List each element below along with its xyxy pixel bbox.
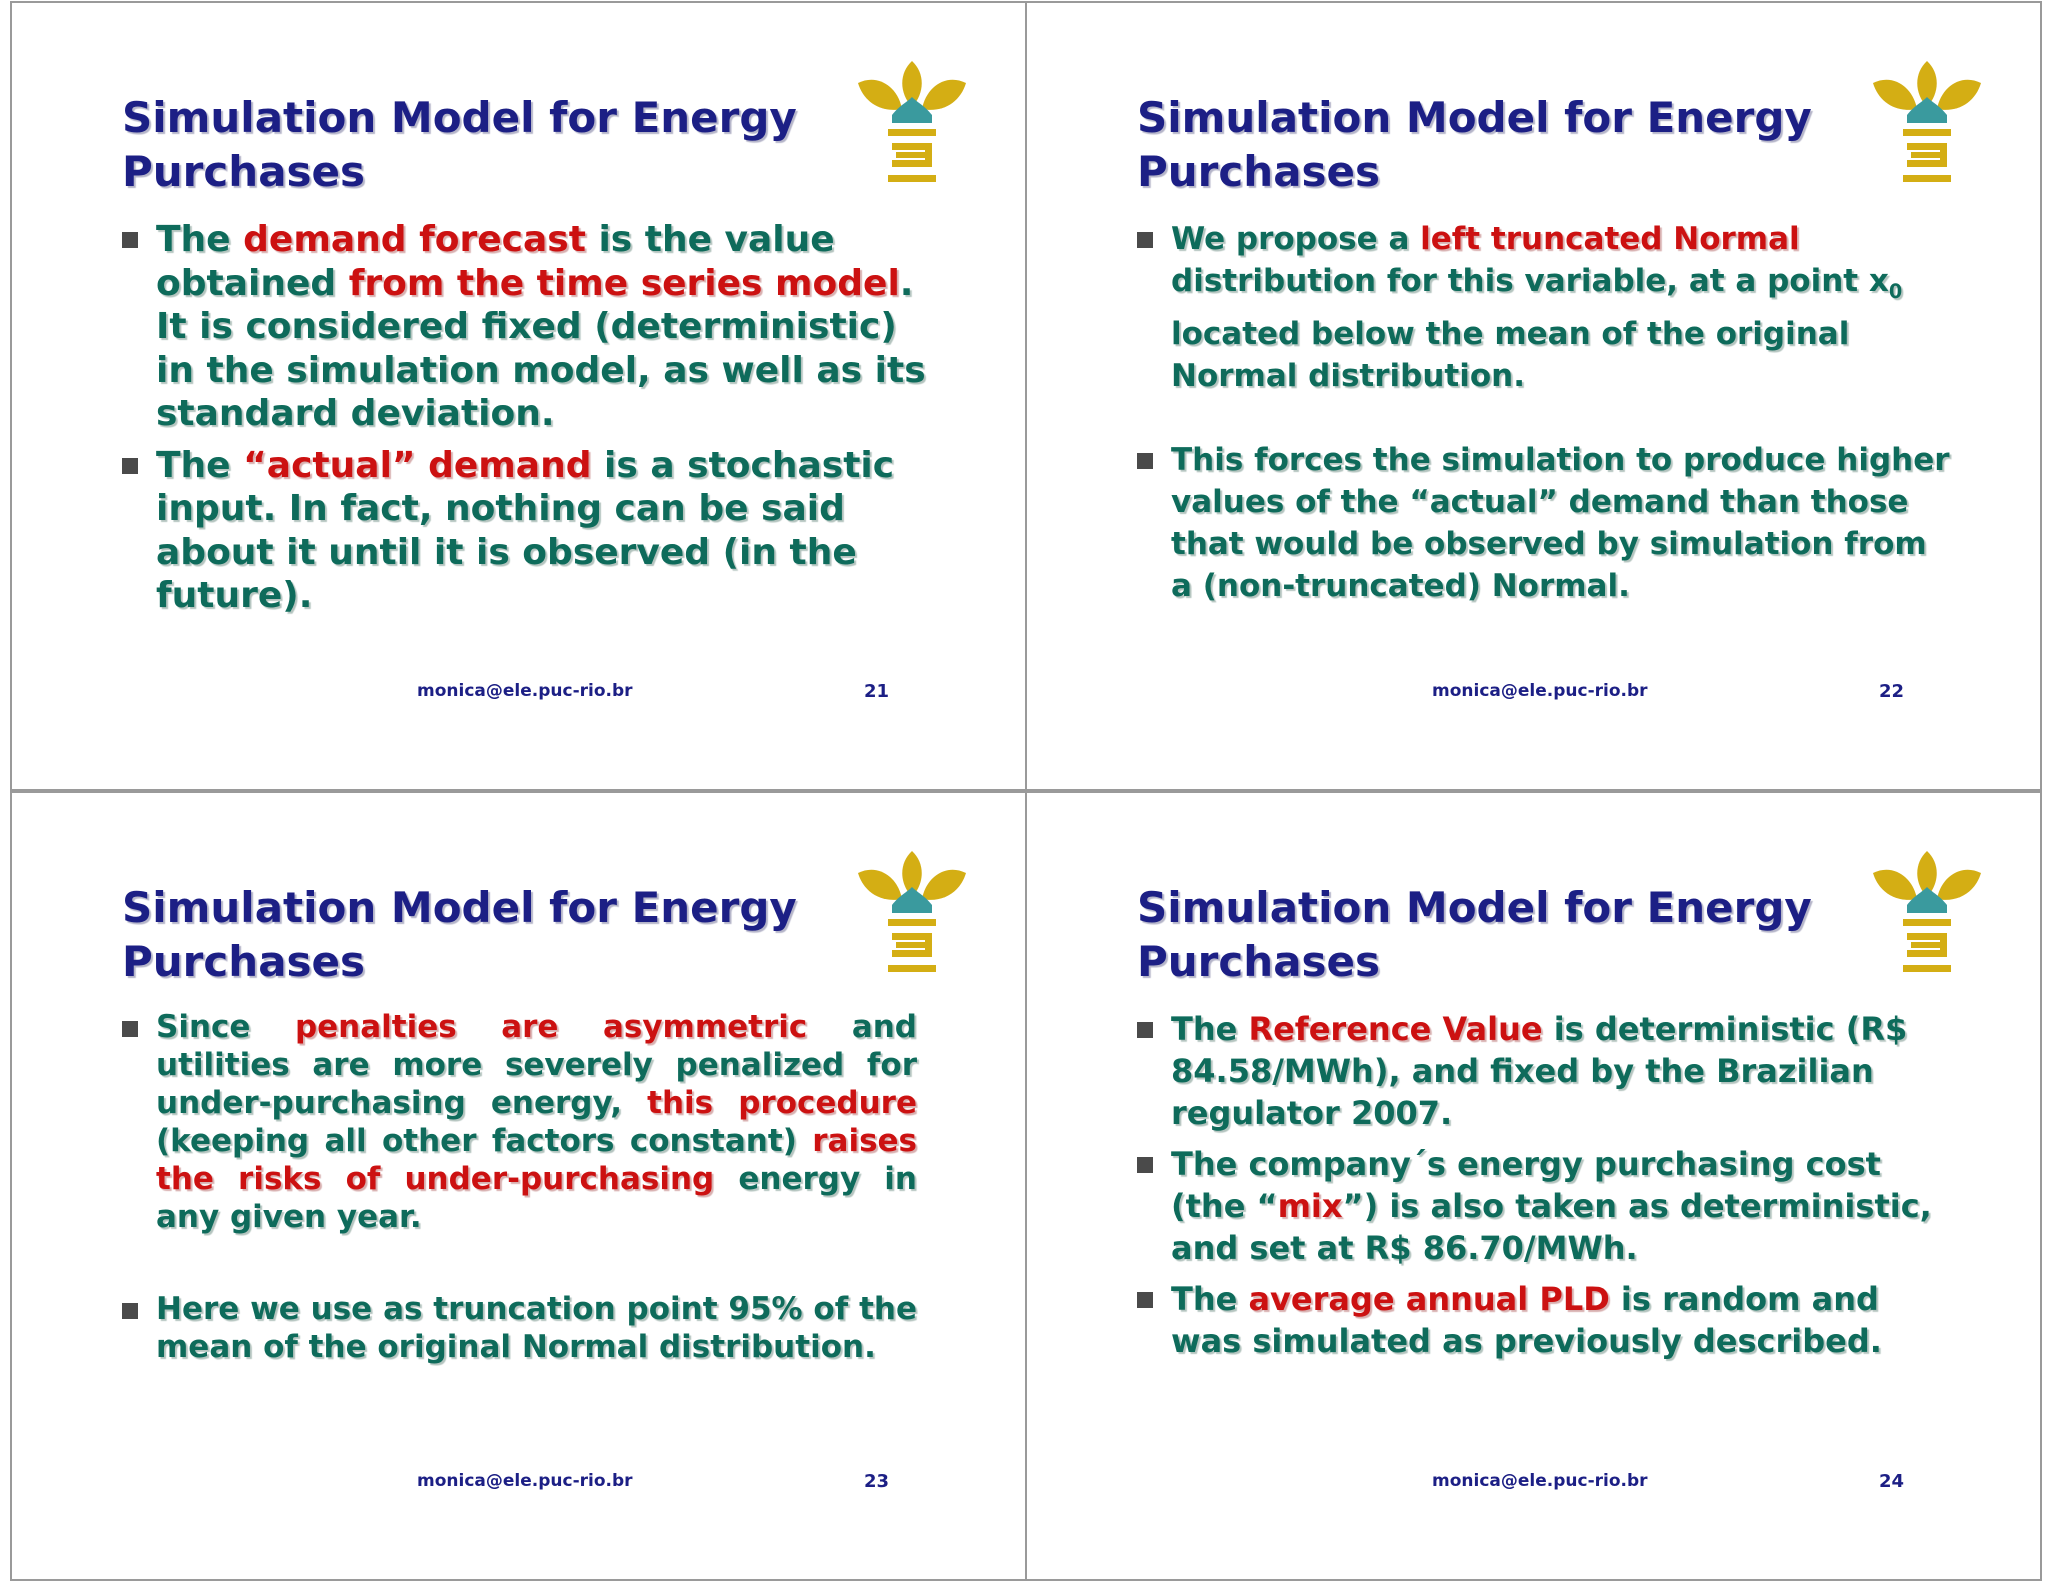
footer-email: monica@ele.puc-rio.br <box>1432 1471 1648 1491</box>
title-line-2: Purchases <box>122 937 366 986</box>
bullet-text: is random and was simulated as previously described. <box>1171 1280 1882 1360</box>
bullet-highlight: average annual PLD <box>1248 1280 1610 1318</box>
bullet-text: The <box>1171 1010 1249 1048</box>
slide-21 <box>10 1 1027 791</box>
page-number: 24 <box>1879 1471 1905 1492</box>
bullet-text: ”) is also taken as deterministic, and set at R$ 86.70/MWh. <box>1171 1187 1932 1267</box>
bullet-text: The <box>156 219 244 260</box>
slide-title <box>1137 881 1817 989</box>
slide-22 <box>1025 1 2042 791</box>
bullet-list <box>122 218 937 626</box>
title-line-2: Purchases <box>1137 937 1381 986</box>
bullet-item <box>1137 1278 1952 1362</box>
footer-email: monica@ele.puc-rio.br <box>417 1471 633 1491</box>
bullet-highlight: penalties are asymmetric <box>294 1009 808 1045</box>
slide-title <box>1137 91 1817 199</box>
bullet-text: (keeping all other factors constant) <box>156 1123 813 1159</box>
bullet-item <box>1137 1008 1952 1134</box>
title-line-1: Simulation Model for Energy <box>122 93 797 142</box>
bullet-text: This forces the simulation to produce higher values of the “actual” demand than those that would be observed by simulation from a (non-truncated) Normal. <box>1171 442 1950 604</box>
bullet-text: distribution for this variable, at a point x <box>1171 263 1889 299</box>
bullet-item <box>1137 439 1952 607</box>
bullet-text: energy in any given year. <box>156 1161 917 1235</box>
bullet-highlight: demand forecast <box>243 219 586 260</box>
bullet-text: . It is considered fixed (deterministic) in the simulation model, as well as its standard deviation. <box>156 262 926 434</box>
puc-rio-crown-logo-icon <box>1867 59 1987 189</box>
footer-email: monica@ele.puc-rio.br <box>417 681 633 701</box>
puc-rio-crown-logo-icon <box>852 849 972 979</box>
page-number: 22 <box>1879 681 1905 702</box>
bullet-text: located below the mean of the original Normal distribution. <box>1171 316 1850 394</box>
subscript: 0 <box>1888 280 1903 303</box>
bullet-highlight: left truncated Normal <box>1420 221 1800 257</box>
bullet-text: and utilities are more severely penalized for under-purchasing energy, <box>156 1009 917 1121</box>
bullet-item <box>122 1008 917 1236</box>
slide-title <box>122 881 802 989</box>
title-line-2: Purchases <box>1137 147 1381 196</box>
bullet-highlight: from the time series model <box>348 262 900 304</box>
bullet-text: The <box>1171 1280 1249 1318</box>
bullet-text: is a stochastic input. In fact, nothing can be said about it until it is observed (in the future). <box>156 444 895 616</box>
bullet-highlight: “actual” demand <box>243 444 592 486</box>
bullet-highlight: raises the risks of under-purchasing <box>156 1123 917 1197</box>
bullet-text: is the value obtained <box>156 219 835 304</box>
bullet-highlight: mix <box>1277 1187 1343 1225</box>
bullet-text: The company´s energy purchasing cost (the “ <box>1171 1145 1881 1225</box>
slide-24 <box>1025 791 2042 1581</box>
bullet-item <box>122 1290 917 1366</box>
bullet-item <box>122 444 937 618</box>
bullet-item <box>122 218 937 436</box>
bullet-text: We propose a <box>1171 221 1421 257</box>
page-number: 21 <box>864 681 890 702</box>
bullet-item <box>1137 218 1952 397</box>
slide-title <box>122 91 802 199</box>
bullet-highlight: Reference Value <box>1248 1010 1543 1048</box>
footer-email: monica@ele.puc-rio.br <box>1432 681 1648 701</box>
title-line-1: Simulation Model for Energy <box>1137 93 1812 142</box>
puc-rio-crown-logo-icon <box>852 59 972 189</box>
bullet-item <box>1137 1143 1952 1269</box>
slide-23 <box>10 791 1027 1581</box>
page-number: 23 <box>864 1471 890 1492</box>
title-line-1: Simulation Model for Energy <box>122 883 797 932</box>
bullet-text: The <box>156 444 244 486</box>
title-line-2: Purchases <box>122 147 366 196</box>
bullet-highlight: this procedure <box>647 1085 917 1121</box>
bullet-list <box>1137 218 1952 607</box>
bullet-list <box>122 1008 917 1366</box>
bullet-text: Here we use as truncation point 95% of the mean of the original Normal distribution. <box>156 1291 917 1365</box>
bullet-text: Since <box>156 1009 295 1045</box>
bullet-list <box>1137 1008 1952 1371</box>
title-line-1: Simulation Model for Energy <box>1137 883 1812 932</box>
bullet-text: is deterministic (R$ 84.58/MWh), and fixed by the Brazilian regulator 2007. <box>1171 1010 1908 1132</box>
puc-rio-crown-logo-icon <box>1867 849 1987 979</box>
